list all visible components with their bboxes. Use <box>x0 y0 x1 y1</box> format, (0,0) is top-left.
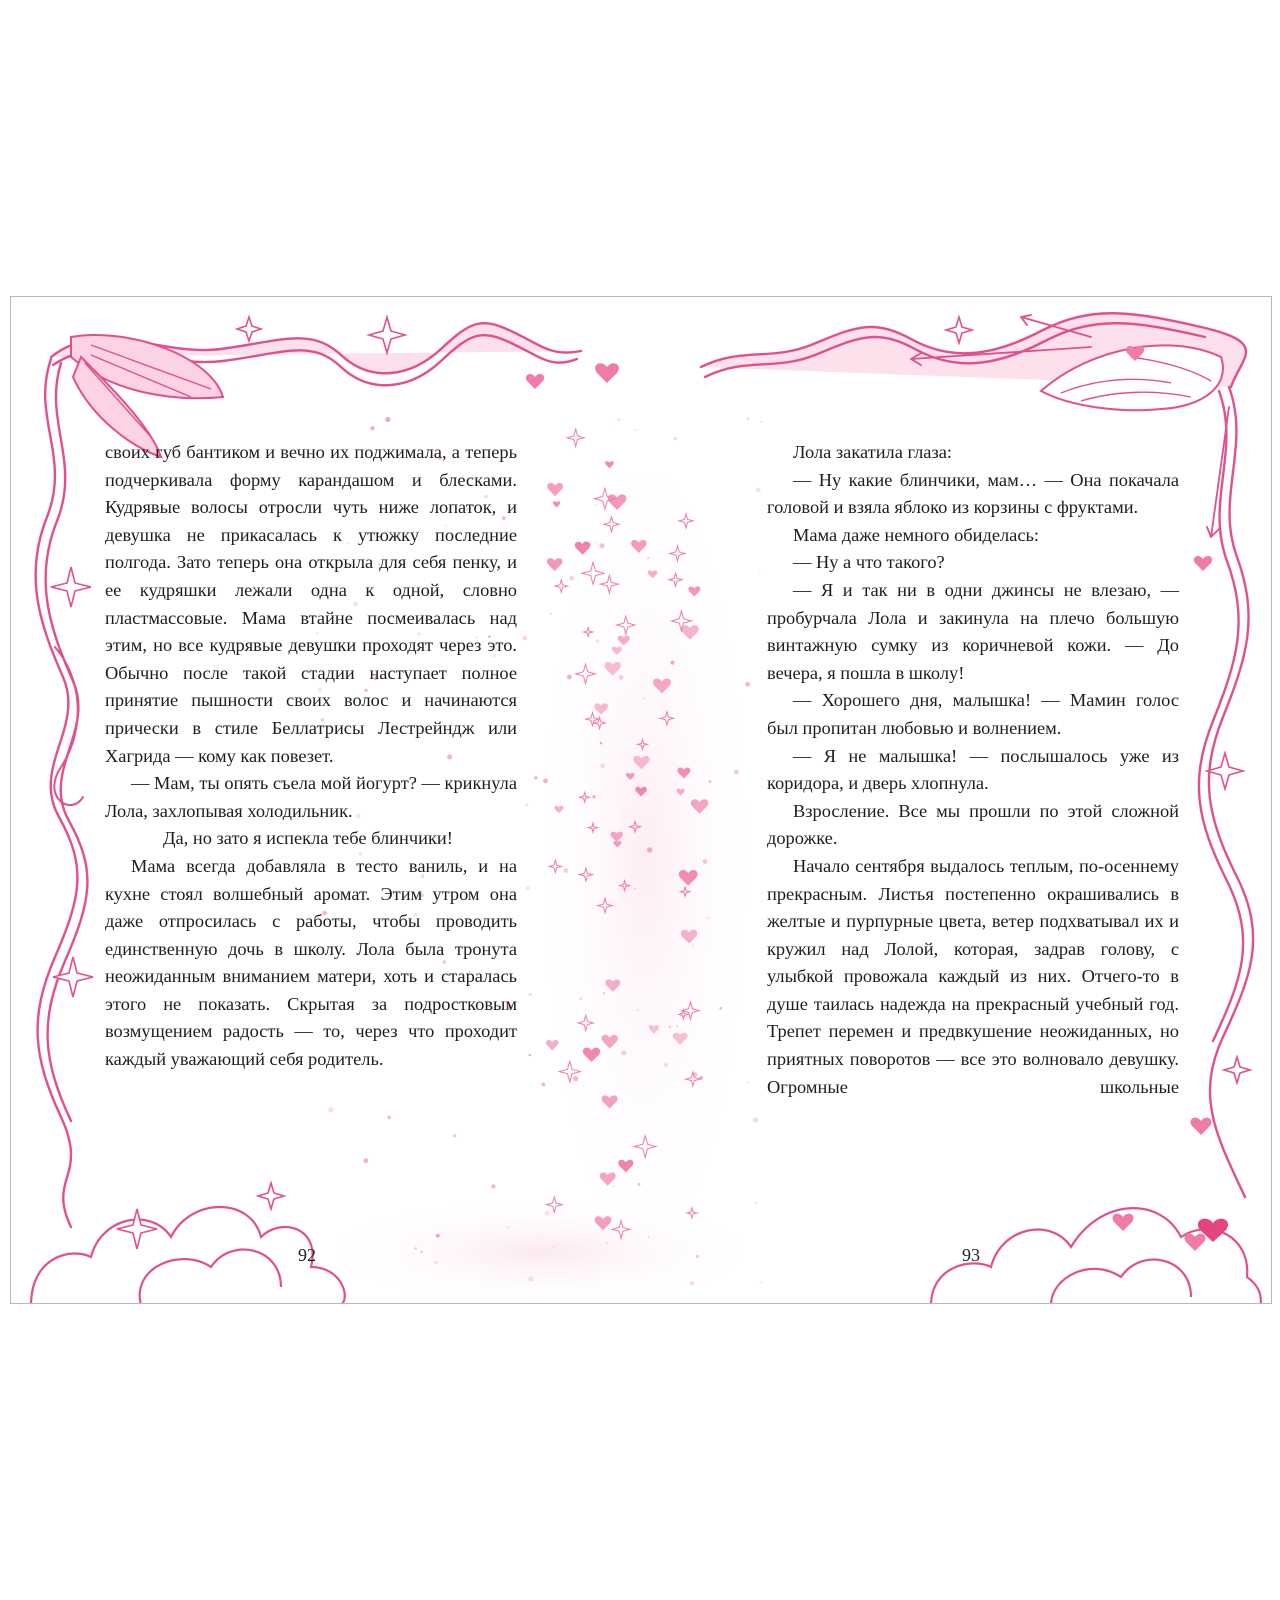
glitter-dot <box>596 639 599 642</box>
glitter-dot <box>387 1116 391 1120</box>
glitter-dot <box>755 1202 757 1204</box>
glitter-dot <box>747 417 750 420</box>
glitter-dot <box>528 1276 533 1281</box>
glitter-dot <box>508 1226 510 1228</box>
glitter-dot <box>647 847 652 852</box>
glitter-dot <box>634 429 636 431</box>
glitter-dot <box>745 682 750 687</box>
glitter-dot <box>583 541 587 545</box>
glitter-dot <box>523 636 528 641</box>
glitter-dot <box>545 1211 550 1216</box>
glitter-dot <box>606 1243 608 1245</box>
glitter-dot <box>592 795 595 798</box>
glitter-dot <box>525 804 528 807</box>
glitter-dot <box>664 1063 668 1067</box>
glitter-dot <box>747 1082 749 1084</box>
glitter-dot <box>612 1185 614 1187</box>
glitter-dot <box>435 1261 438 1264</box>
page-number-left: 92 <box>298 1245 316 1265</box>
glitter-dot <box>761 421 763 423</box>
glitter-dot <box>699 1076 703 1080</box>
glitter-dot <box>670 661 674 665</box>
glitter-dot <box>709 780 712 783</box>
glitter-dot <box>328 1107 334 1113</box>
paragraph: — Ну а что такого? <box>793 552 945 573</box>
glitter-dot <box>564 868 569 873</box>
glitter-dot <box>453 1134 456 1137</box>
glitter-dot <box>621 1234 623 1236</box>
glitter-dot <box>567 675 572 680</box>
glitter-dot <box>756 488 761 493</box>
glitter-dot <box>753 1117 758 1122</box>
page-number-right: 93 <box>962 1245 980 1265</box>
glitter-dot <box>647 557 649 559</box>
glitter-dot <box>621 1050 626 1055</box>
glitter-dot <box>569 576 574 581</box>
glitter-dot <box>446 1295 447 1296</box>
glitter-dot <box>693 1072 697 1076</box>
glitter-dot <box>600 763 605 768</box>
left-side-ribbon <box>36 359 78 1227</box>
glitter-dot <box>529 1054 531 1056</box>
glitter-dot <box>676 1026 678 1028</box>
glitter-dot <box>491 1184 495 1188</box>
gutter-glitter <box>531 417 761 1297</box>
glitter-dot <box>550 613 552 615</box>
paragraph: — Я не малышка! — послышалось уже из коридора, и дверь хлопнула. <box>767 745 1179 794</box>
glitter-dot <box>364 1158 369 1163</box>
glitter-dot <box>634 888 636 890</box>
glitter-dot <box>526 886 530 890</box>
right-page-text <box>767 439 1179 1101</box>
paragraph: — Ну какие блинчики, мам… — Она покачала головой и взяла яблоко из корзины с фруктами. <box>767 469 1179 518</box>
paragraph: Мама всегда добавляла в тесто ваниль, и на кухне стоял волшебный аромат. Этим утром она даже отпросилась с работы, чтобы проводить единственную дочь в школу. Лола была тронута неожиданным вниманием матери, хоть и старалась этого не показать. Скрытая за подростковым возмущением радость — то, через что проходит каждый уважающий себя родитель. <box>105 855 517 1070</box>
glitter-dot <box>637 1009 638 1010</box>
paragraph: Взросление. Все мы прошли по этой сложной дорожке. <box>767 800 1179 849</box>
glitter-dot <box>421 1251 423 1253</box>
glitter-dot <box>541 1083 545 1087</box>
glitter-dot <box>759 1281 761 1283</box>
glitter-dot <box>573 1076 578 1081</box>
glitter-dot <box>619 675 624 680</box>
glitter-dot <box>603 992 605 994</box>
glitter-dot <box>690 1281 695 1286</box>
glitter-dot <box>644 698 645 699</box>
glitter-dot <box>534 776 537 779</box>
glitter-dot <box>385 417 390 422</box>
glitter-dot <box>543 779 548 784</box>
glitter-dot <box>674 437 677 440</box>
paragraph: Мама даже немного обиделась: <box>793 524 1040 545</box>
paragraph: Лола закатила глаза: <box>793 442 952 462</box>
glitter-dot <box>703 859 708 864</box>
glitter-dot <box>600 742 603 745</box>
glitter-dot <box>696 1255 699 1258</box>
paragraph: — Мам, ты опять съела мой йогурт? — крикнула Лола, захлопывая холодильник. <box>105 773 517 821</box>
glitter-dot <box>370 426 374 430</box>
glitter-dot <box>553 1246 555 1248</box>
paragraph: Да, но зато я испекла тебе блинчики! <box>163 828 453 849</box>
glitter-dot <box>719 1007 722 1010</box>
paragraph: своих губ бантиком и вечно их поджимала, а теперь подчеркивала форму карандашом и блесками. Кудрявые волосы отросли чуть ниже лопаток, и девушка не прикасалась к утюжку последние полгода. Зато теперь она открыла для себя пенку, и ее кудряшки лежали одна к одной, словно пластмассовые. Мама втайне посмеивалась над этим, но все кудрявые девушки проходят через это. Обычно после такой стадии наступает полное принятие пышности своих волос и начинаются прически в стиле Беллатрисы Лестрейндж или Хагрида — кому как повезет. <box>105 442 517 766</box>
glitter-dot <box>693 945 694 946</box>
glitter-dot <box>669 1026 671 1028</box>
glitter-dot <box>599 543 604 548</box>
glitter-dot <box>414 1247 417 1250</box>
glitter-dot <box>734 770 739 775</box>
left-page-text <box>105 439 517 1074</box>
glitter-dot <box>595 504 597 506</box>
glitter-dot <box>648 1236 649 1237</box>
glitter-dot <box>579 997 582 1000</box>
paragraph: Начало сентября выдалось теплым, по-осеннему прекрасным. Листья постепенно окрашивались в желтые и пурпурные цвета, ветер подхватывал их и кружил над Лолой, которая, задрав голову, с улыбкой провожала каждый из них. Отчего-то в душе таилась надежда на прекрасный учебный год. Трепет перемен и предвкушение неожиданных, но приятных поворотов — все это волновало девушку. Огромные школьные <box>767 855 1179 1097</box>
paragraph: — Хорошего дня, малышка! — Мамин голос был пропитан любовью и волнением. <box>767 690 1179 738</box>
glitter-dot <box>529 993 532 996</box>
bottom-glitter <box>311 1197 771 1304</box>
arrow <box>1207 407 1229 537</box>
glitter-dot <box>638 1183 641 1186</box>
glitter-dot <box>595 542 596 543</box>
paragraph: — Я и так ни в одни джинсы не влезаю, — пробурчала Лола и закинула на плечо большую винтажную сумку из коричневой кожи. — До вечера, я пошла в школу! <box>767 579 1179 683</box>
glitter-dot <box>618 419 620 421</box>
glitter-dot <box>611 423 612 424</box>
glitter-dot <box>436 1234 440 1238</box>
glitter-dot <box>758 573 760 575</box>
glitter-dot <box>707 917 709 919</box>
book-spread <box>10 296 1272 1304</box>
